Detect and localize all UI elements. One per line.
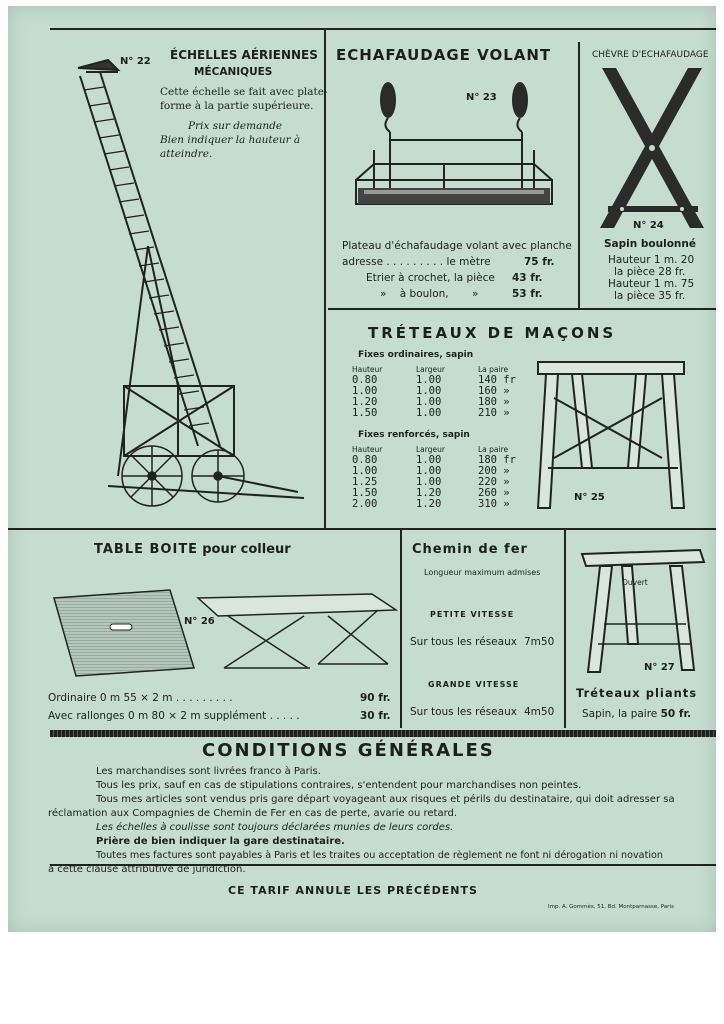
item24-title: CHÈVRE D'ECHAFAUDAGE (592, 50, 709, 60)
item23-line3: Etrier à crochet, la pièce (366, 272, 495, 284)
item26-price-ordinaire: 90 fr. (360, 692, 391, 704)
divider-under-top-row (328, 308, 716, 310)
item23-price-crochet: 43 fr. (512, 272, 543, 284)
item22-subtitle: MÉCANIQUES (194, 66, 273, 78)
item24-wood: Sapin boulonné (604, 238, 696, 250)
item26-price-rallonges: 30 fr. (360, 710, 391, 722)
item25-table-renforces (352, 444, 538, 510)
ornamental-bar (50, 730, 716, 737)
item26-line2: Avec rallonges 0 m 80 × 2 m supplément . . . . . (48, 710, 300, 722)
table-row: 1.00 1.00 200 » (352, 465, 510, 477)
divider-chevre (578, 42, 580, 308)
item26-line1: Ordinaire 0 m 55 × 2 m . . . . . . . . . (48, 692, 233, 704)
item27-price-value: 50 fr. (660, 708, 692, 720)
conditions-line-7: Toutes mes factures sont payables à Paris et les traites ou acceptation de règlement ne font ni dérogation ni novation (96, 850, 663, 861)
item24-number: N° 24 (633, 220, 664, 231)
conditions-line-6: Prière de bien indiquer la gare destinataire. (96, 836, 345, 847)
divider-left-column (324, 28, 326, 528)
conditions-title: CONDITIONS GÉNÉRALES (202, 740, 495, 761)
catalogue-sheet (8, 6, 716, 932)
item25-title: TRÉTEAUX DE MAÇONS (368, 324, 617, 342)
footer-notice: CE TARIF ANNULE LES PRÉCÉDENTS (228, 884, 478, 897)
folding-trestle-illustration (578, 544, 708, 674)
divider-rail-treteaux (564, 528, 566, 728)
item22-desc-2: forme à la partie supérieure. (160, 100, 314, 112)
item22-note-2: atteindre. (160, 148, 213, 160)
chevre-illustration (592, 68, 712, 236)
item26-title-main: TABLE BOITE (94, 542, 199, 557)
item27-number: N° 27 (644, 662, 675, 673)
item27-title: Tréteaux pliants (576, 686, 698, 700)
item22-title: ÉCHELLES AÉRIENNES (170, 48, 318, 62)
rail-petite-value: 7m50 (524, 636, 555, 648)
item23-number: N° 23 (466, 92, 497, 103)
col-la-paire: La paire (478, 445, 509, 454)
item22-note-1: Bien indiquer la hauteur à (160, 134, 301, 146)
col-hauteur: Hauteur (352, 365, 383, 374)
table-row: 1.00 1.00 160 » (352, 385, 510, 397)
item24-height-2: Hauteur 1 m. 75 (608, 278, 695, 290)
rail-petite-label: Sur tous les réseaux (410, 636, 517, 648)
item25-subtitle-ordinaires: Fixes ordinaires, sapin (358, 350, 474, 360)
item24-price-1: la pièce 28 fr. (614, 266, 686, 278)
table-row: 0.80 1.00 180 fr (352, 454, 516, 466)
divider-table-rail (400, 528, 402, 728)
item27-price-label (582, 708, 691, 720)
conditions-line-2: Tous les prix, sauf en cas de stipulations contraires, s'entendent pour marchandises non peintes. (96, 780, 582, 791)
printer-credit: Imp. A. Gommès, 51, Bd. Montparnasse, Paris (548, 904, 674, 910)
conditions-line-3: Tous mes articles sont vendus pris gare départ voyageant aux risques et périls du destinataire, qui doit adresser sa (96, 794, 675, 805)
conditions-line-4: réclamation aux Compagnies de Chemin de Fer en cas de perte, avarie ou retard. (48, 808, 458, 819)
table-row: 1.50 1.00 210 » (352, 407, 510, 419)
item23-line2: adresse . . . . . . . . . le mètre (342, 256, 491, 268)
col-la-paire: La paire (478, 365, 509, 374)
divider-middle (8, 528, 716, 530)
conditions-line-1: Les marchandises sont livrées franco à Paris. (96, 766, 321, 777)
flying-scaffold-illustration (344, 80, 564, 230)
col-hauteur: Hauteur (352, 445, 383, 454)
masons-trestle-illustration (532, 358, 692, 514)
item23-price-boulon: 53 fr. (512, 288, 543, 300)
item27-open-label: Ouvert (622, 578, 648, 587)
table-row: 1.20 1.00 180 » (352, 396, 510, 408)
rail-grande-vitesse: GRANDE VITESSE (428, 680, 520, 689)
rail-grande-label: Sur tous les réseaux (410, 706, 517, 718)
table-row: 1.50 1.20 260 » (352, 487, 510, 499)
item26-title-sub: pour colleur (202, 542, 291, 557)
rail-petite-vitesse: PETITE VITESSE (430, 610, 515, 619)
col-largeur: Largeur (416, 445, 445, 454)
item22-number: N° 22 (120, 56, 151, 67)
item23-title: ECHAFAUDAGE VOLANT (336, 46, 552, 64)
conditions-line-8: à cette clause attributive de juridiction. (48, 864, 246, 875)
item23-line1: Plateau d'échafaudage volant avec planche (342, 240, 572, 252)
table-row: 1.25 1.00 220 » (352, 476, 510, 488)
item24-height-1: Hauteur 1 m. 20 (608, 254, 695, 266)
rail-grande-value: 4m50 (524, 706, 555, 718)
item23-price-plateau: 75 fr. (524, 256, 555, 268)
item24-price-2: la pièce 35 fr. (614, 290, 686, 302)
rail-subtitle: Longueur maximum admises (424, 568, 541, 577)
rail-title: Chemin de fer (412, 542, 528, 557)
conditions-line-5: Les échelles à coulisse sont toujours déclarées munies de leurs cordes. (96, 822, 454, 833)
table-box-illustration (48, 580, 398, 680)
item22-price: Prix sur demande (188, 120, 283, 132)
item25-table-ordinaires (352, 364, 538, 419)
item26-title (94, 542, 291, 557)
item27-price-text: Sapin, la paire (582, 708, 658, 720)
table-row: 2.00 1.20 310 » (352, 498, 510, 510)
col-largeur: Largeur (416, 365, 445, 374)
item25-number: N° 25 (574, 492, 605, 503)
item25-subtitle-renforces: Fixes renforcés, sapin (358, 430, 470, 440)
top-rule (50, 28, 716, 30)
item23-line4: » à boulon, » (380, 288, 479, 300)
item26-number: N° 26 (184, 616, 215, 627)
table-row: 0.80 1.00 140 fr (352, 374, 516, 386)
item22-desc-1: Cette échelle se fait avec plate- (160, 86, 328, 98)
